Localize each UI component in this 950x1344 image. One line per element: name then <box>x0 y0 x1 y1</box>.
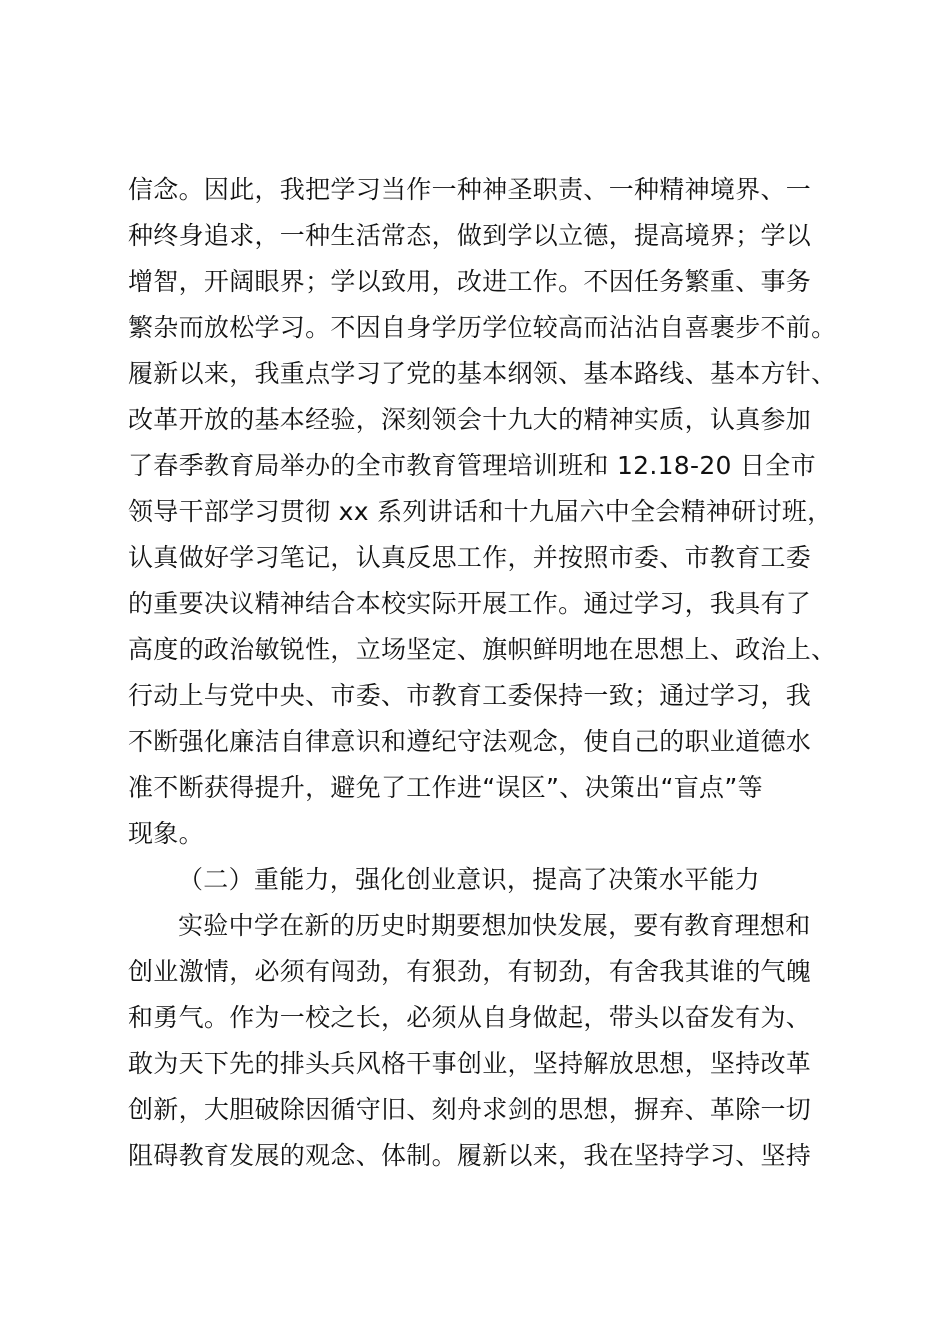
text-line: 创新，大胆破除因循守旧、刻舟求剑的思想，摒弃、革除一切 <box>128 1095 812 1124</box>
text-line: 繁杂而放松学习。不因自身学历学位较高而沾沾自喜裹步不前。 <box>128 313 837 342</box>
text-line: 不断强化廉洁自律意识和遵纪守法观念，使自己的职业道德水 <box>128 727 812 756</box>
text-line: 敢为天下先的排头兵风格干事创业，坚持解放思想，坚持改革 <box>128 1049 812 1078</box>
text-line: 领导干部学习贯彻 xx 系列讲话和十九届六中全会精神研讨班， <box>128 497 833 526</box>
text-line: 了春季教育局举办的全市教育管理培训班和 12.18-20 日全市 <box>128 451 816 480</box>
text-line: 认真做好学习笔记，认真反思工作，并按照市委、市教育工委 <box>128 543 812 572</box>
section-heading: （二）重能力，强化创业意识，提高了决策水平能力 <box>178 865 760 894</box>
text-line: 和勇气。作为一校之长，必须从自身做起，带头以奋发有为、 <box>128 1003 812 1032</box>
text-line: 增智，开阔眼界；学以致用，改进工作。不因任务繁重、事务 <box>128 267 812 296</box>
text-line: 信念。因此，我把学习当作一种神圣职责、一种精神境界、一 <box>128 175 812 204</box>
text-line: 种终身追求，一种生活常态，做到学以立德，提高境界；学以 <box>128 221 812 250</box>
text-line: 实验中学在新的历史时期要想加快发展，要有教育理想和 <box>178 911 811 940</box>
text-line: 准不断获得提升，避免了工作进“误区”、决策出“盲点”等 <box>128 773 763 802</box>
text-line: 改革开放的基本经验，深刻领会十九大的精神实质，认真参加 <box>128 405 812 434</box>
text-line: 行动上与党中央、市委、市教育工委保持一致；通过学习，我 <box>128 681 812 710</box>
text-line: 创业激情，必须有闯劲，有狠劲，有韧劲，有舍我其谁的气魄 <box>128 957 812 986</box>
text-line: 现象。 <box>128 819 204 848</box>
text-line: 高度的政治敏锐性，立场坚定、旗帜鲜明地在思想上、政治上、 <box>128 635 837 664</box>
text-line: 阻碍教育发展的观念、体制。履新以来，我在坚持学习、坚持 <box>128 1141 812 1170</box>
text-line: 履新以来，我重点学习了党的基本纲领、基本路线、基本方针、 <box>128 359 837 388</box>
text-line: 的重要决议精神结合本校实际开展工作。通过学习，我具有了 <box>128 589 812 618</box>
